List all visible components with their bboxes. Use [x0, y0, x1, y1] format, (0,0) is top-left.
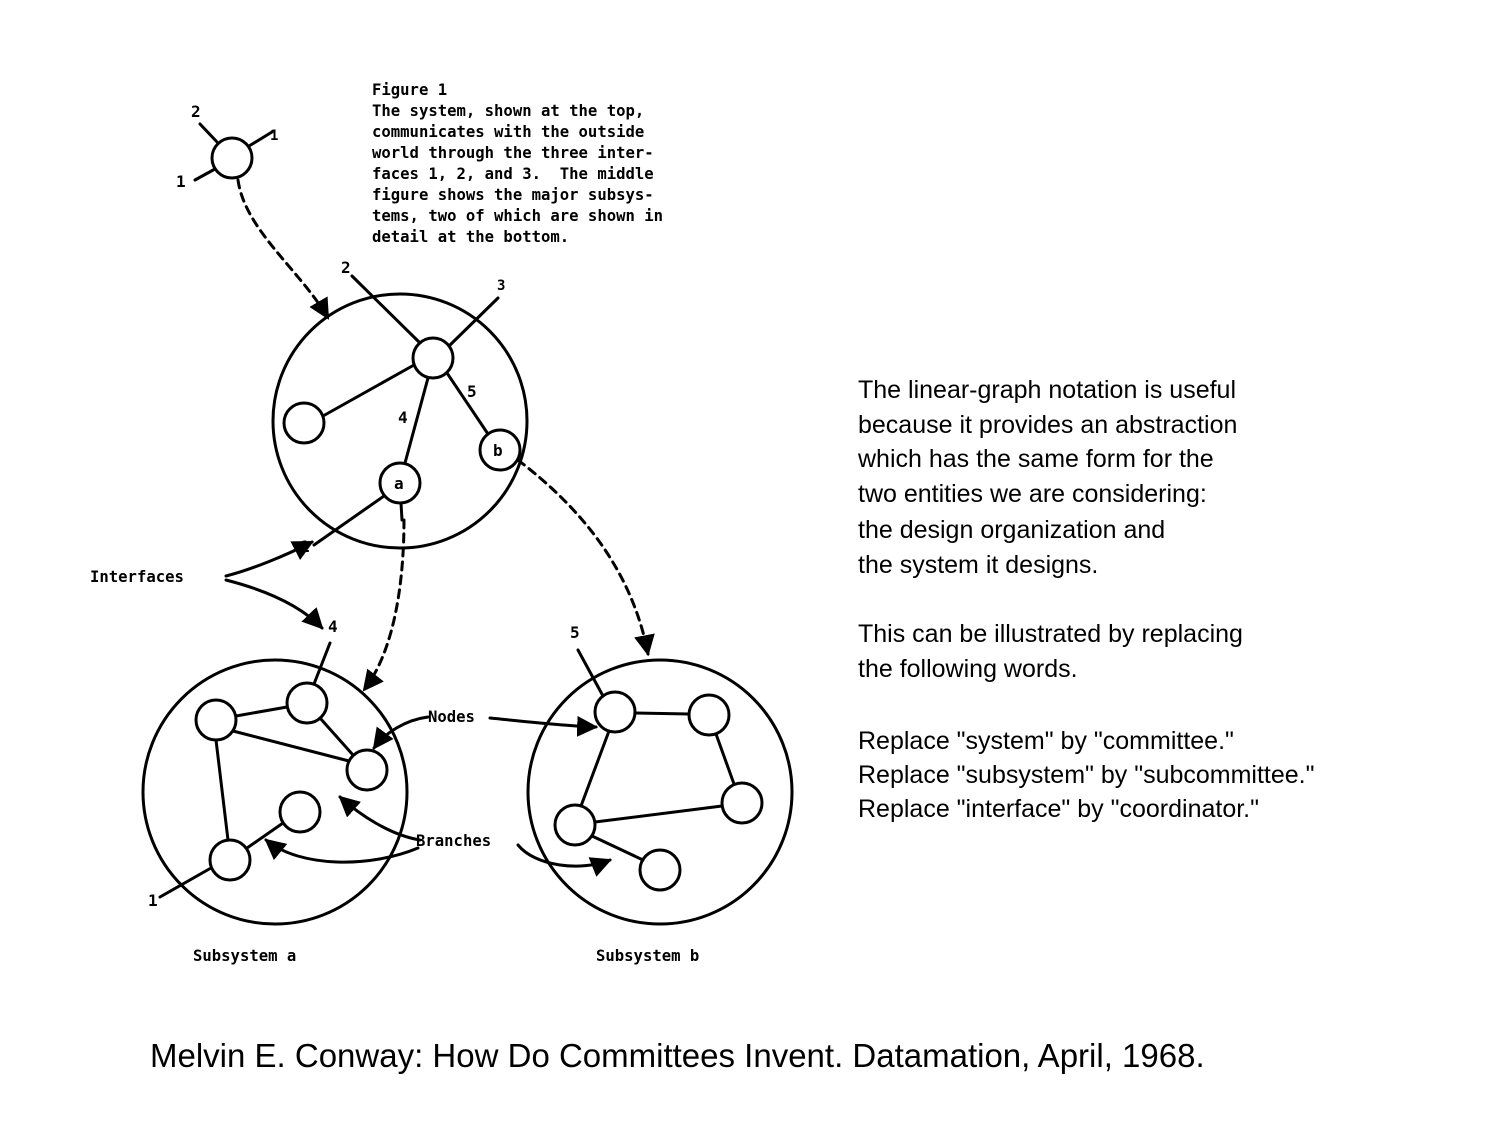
middle-branch-4	[405, 378, 428, 463]
subsystem-b	[528, 650, 792, 924]
middle-interface-label-1: 1	[300, 537, 310, 556]
subsystem-a-interface-label-1: 1	[148, 891, 158, 910]
middle-branch-label-4: 4	[398, 408, 408, 427]
subsystem-a-branch	[320, 718, 353, 755]
subsystem-b-interface-label-5: 5	[570, 623, 580, 642]
top-interface-branch-right	[249, 132, 272, 146]
top-interface-label-right: 1	[270, 128, 279, 144]
middle-interface-branch-2	[352, 276, 420, 343]
subsystem-a-branch	[247, 823, 283, 848]
figure-caption-line: communicates with the outside	[372, 123, 645, 141]
subsystem-a-node-1	[196, 700, 236, 740]
nodes-arrow-to-subsystem-b	[490, 718, 596, 727]
subsystem-b-node-2	[689, 695, 729, 735]
subsystem-b-boundary	[528, 660, 792, 924]
interfaces-arrow-to-4	[226, 580, 322, 628]
subsystem-a-branch	[216, 740, 228, 840]
side-text-line: Replace "system" by "committee."	[858, 727, 1234, 755]
side-text-line: Replace "interface" by "coordinator."	[858, 795, 1259, 823]
side-text-line: which has the same form for the	[858, 445, 1214, 473]
middle-interface-label-3: 3	[497, 278, 506, 294]
figure-caption-title: Figure 1	[372, 81, 448, 99]
subsystem-b-branch	[592, 836, 643, 860]
figure-caption-line: tems, two of which are shown in	[372, 207, 664, 225]
side-text-line: the system it designs.	[858, 551, 1099, 579]
subsystem-b-node-1	[595, 692, 635, 732]
nodes-arrow-to-subsystem-a	[374, 717, 428, 748]
middle-interface-branch-3	[449, 298, 498, 346]
middle-interface-label-2: 2	[341, 258, 351, 277]
top-system	[195, 124, 272, 180]
subsystem-b-branch	[595, 806, 722, 822]
subsystem-a-node-5	[210, 840, 250, 880]
subsystem-b-branch	[716, 734, 734, 784]
citation: Melvin E. Conway: How Do Committees Invent. Datamation, April, 1968.	[150, 1037, 1205, 1074]
subsystem-b-interface-branch-5	[578, 650, 603, 696]
side-text-line: the following words.	[858, 655, 1078, 683]
subsystem-b-branch	[581, 731, 609, 806]
middle-node-label-b: b	[493, 441, 503, 460]
subsystem-a-interface-branch-1	[160, 868, 211, 897]
mapping-arrow-system-to-middle	[238, 180, 328, 318]
branches-label: Branches	[416, 832, 492, 850]
figure-caption-line: figure shows the major subsys-	[372, 186, 654, 204]
subsystem-b-node-4	[555, 805, 595, 845]
subsystem-b-node-5	[640, 850, 680, 890]
subsystem-a-interface-branch-4	[314, 643, 330, 684]
middle-node-left	[284, 403, 324, 443]
side-text-line: The linear-graph notation is useful	[858, 376, 1237, 404]
top-interface-label-2: 2	[191, 102, 201, 121]
branches-arrow-to-subsystem-b	[518, 845, 610, 866]
nodes-label: Nodes	[428, 708, 475, 726]
middle-interface-branch-a-down	[401, 503, 402, 520]
subsystem-a-interface-label-4: 4	[328, 617, 338, 636]
side-text-line: the design organization and	[858, 516, 1166, 544]
interfaces-label: Interfaces	[90, 568, 184, 586]
top-interface-branch-1	[195, 169, 215, 180]
side-text-line: Replace "subsystem" by "subcommittee."	[858, 761, 1315, 789]
side-text-line: because it provides an abstraction	[858, 411, 1238, 439]
middle-branch-label-5: 5	[467, 382, 477, 401]
middle-node-label-a: a	[394, 474, 404, 493]
subsystem-a-branch	[233, 731, 349, 761]
side-text-line: two entities we are considering:	[858, 480, 1207, 508]
subsystem-b-label: Subsystem b	[596, 947, 700, 965]
subsystem-b-node-3	[722, 783, 762, 823]
figure-caption-line: faces 1, 2, and 3. The middle	[372, 165, 654, 183]
subsystem-a-node-4	[280, 792, 320, 832]
subsystem-a-label: Subsystem a	[193, 947, 297, 965]
top-interface-branch-2	[200, 124, 218, 143]
figure-caption-line: The system, shown at the top,	[372, 102, 645, 120]
figure-caption-line: world through the three inter-	[372, 144, 654, 162]
subsystem-b-branch	[635, 713, 689, 714]
figure-caption-line: detail at the bottom.	[372, 228, 570, 246]
top-interface-label-1: 1	[176, 172, 186, 191]
subsystem-a-branch	[236, 707, 287, 716]
side-text-line: This can be illustrated by replacing	[858, 620, 1243, 648]
mapping-arrow-b-to-subsystem-b	[518, 460, 648, 654]
